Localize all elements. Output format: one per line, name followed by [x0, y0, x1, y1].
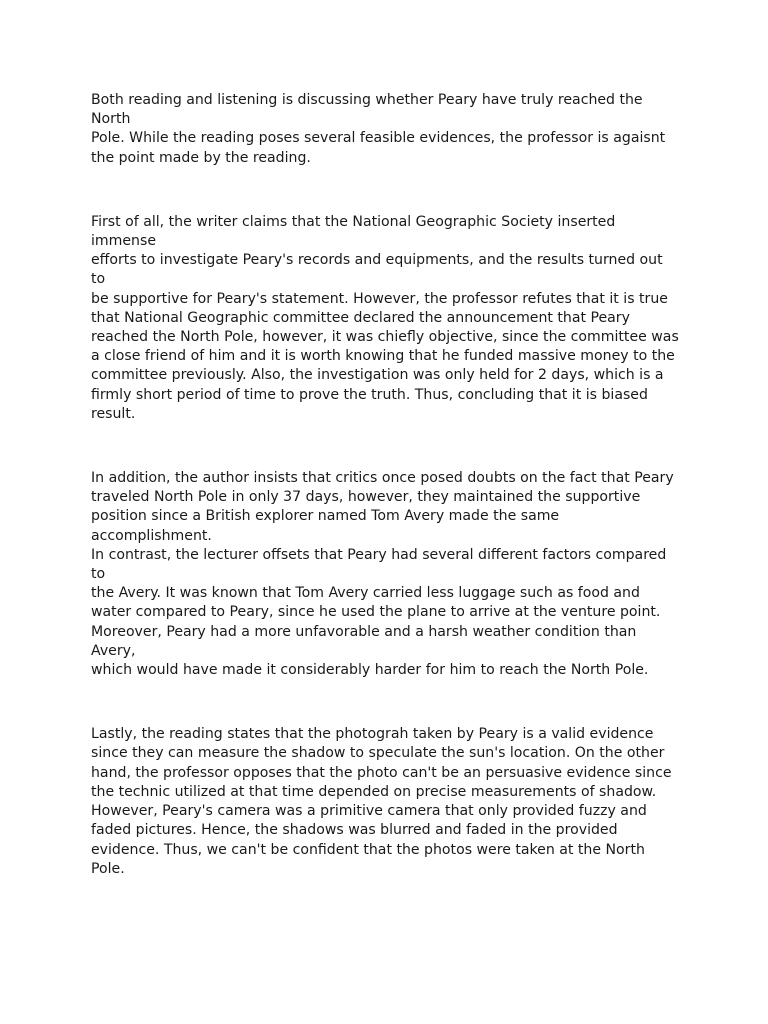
- document-body: [91, 91, 681, 924]
- paragraph-third-point: Lastly, the reading states that the photograh taken by Peary is a valid evidence since they can measure the shadow to speculate the sun's location. On the other hand, the professor opposes that the photo can't be an persuasive evidence since the technic utilized at that time depended on precise measurements of shadow. However, Peary's camera was a primitive camera that only provided fuzzy and faded pictures. Hence, the shadows was blurred and faded in the provided evidence. Thus, we can't be confident that the photos were taken at the North Pole.: [91, 726, 672, 877]
- paragraph-second-point: In addition, the author insists that critics once posed doubts on the fact that Peary traveled North Pole in only 37 days, however, they maintained the supportive position since a British explorer named Tom Avery made the same accomplishment. In contrast, the lecturer offsets that Peary had several different factors compared to the Avery. It was known that Tom Avery carried less luggage such as food and water compared to Peary, since he used the plane to arrive at the venture point. Moreover, Peary had a more unfavorable and a harsh weather condition than Avery, which would have made it considerably harder for him to reach the North Pole.: [91, 470, 674, 679]
- paragraph-first-point: First of all, the writer claims that the National Geographic Society inserted immense efforts to investigate Peary's records and equipments, and the results turned out to be supportive for Peary's statement. However, the professor refutes that it is true that National Geographic committee declared the announcement that Peary reached the North Pole, however, it was chiefly objective, since the committee was a close friend of him and it is worth knowing that he funded massive money to the committee previously. Also, the investigation was only held for 2 days, which is a firmly short period of time to prove the truth. Thus, concluding that it is biased result.: [91, 213, 679, 422]
- paragraph-intro: Both reading and listening is discussing whether Peary have truly reached the North Pole. While the reading poses several feasible evidences, the professor is agaisnt the point made by the reading.: [91, 92, 666, 166]
